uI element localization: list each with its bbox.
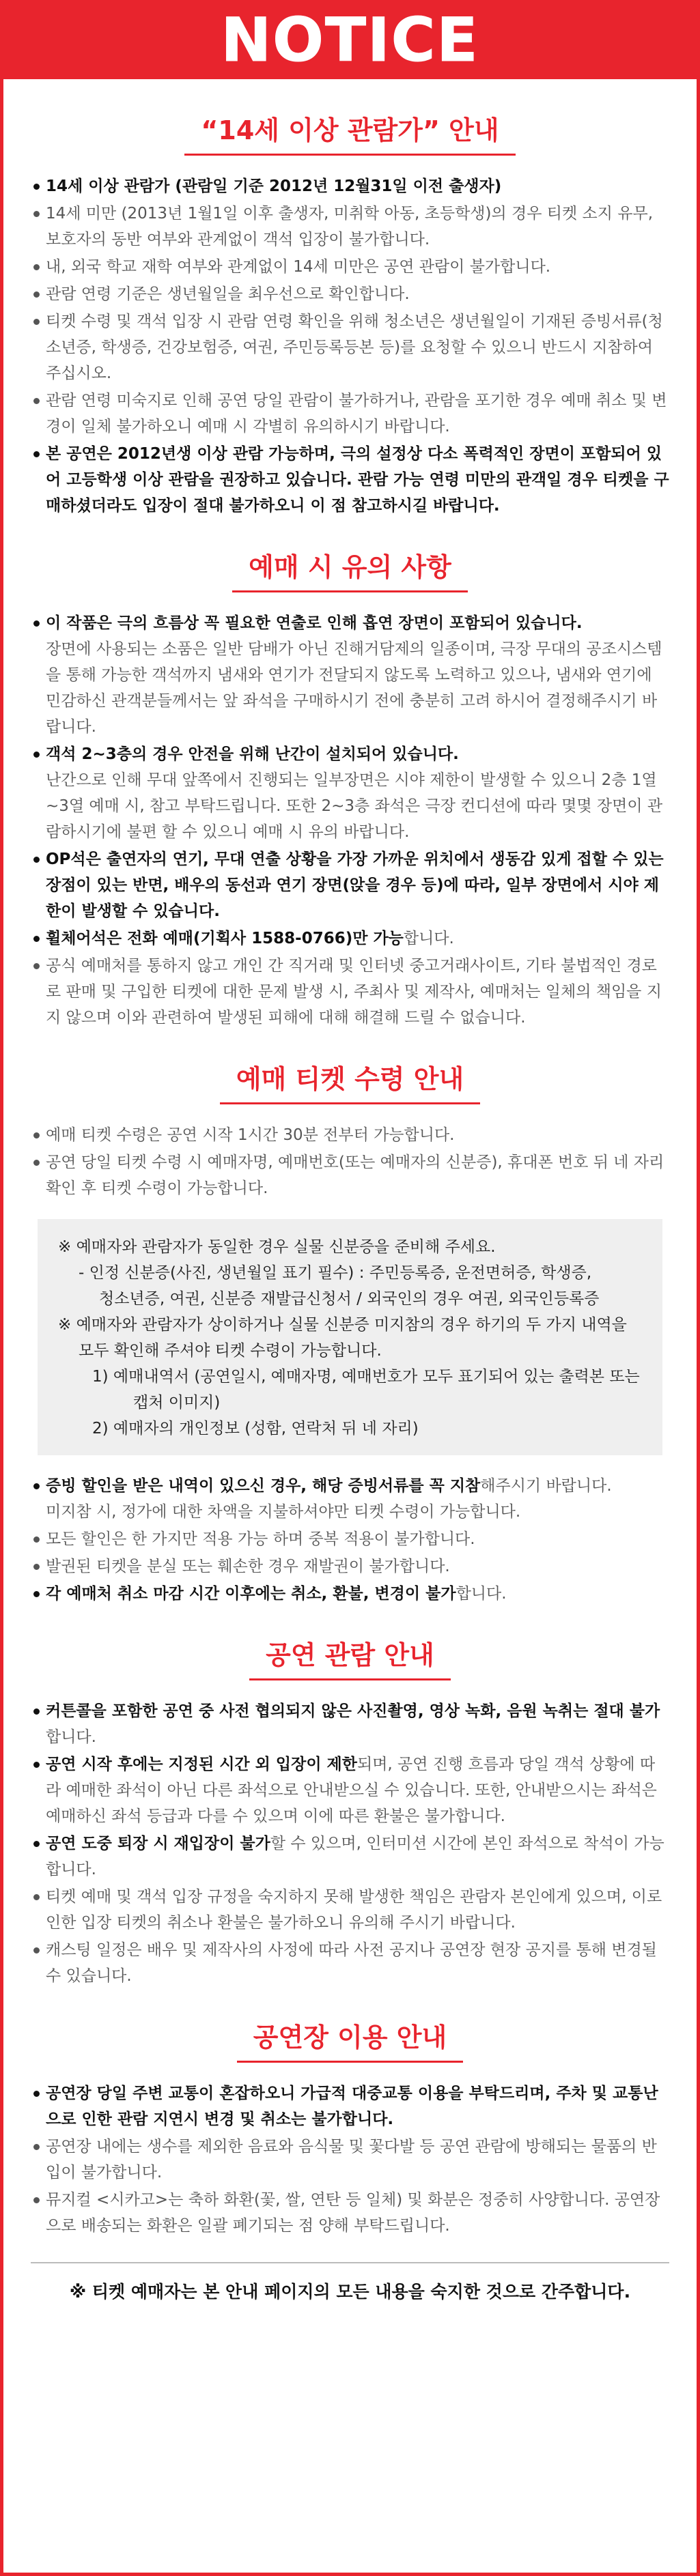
list-item: 공연장 내에는 생수를 제외한 음료와 음식물 및 꽃다발 등 공연 관람에 방해되는 물품의 반입이 불가합니다. xyxy=(31,2134,669,2186)
section-title: 예매 티켓 수령 안내 xyxy=(220,1058,480,1104)
list-item: 커튼콜을 포함한 공연 중 사전 협의되지 않은 사진촬영, 영상 녹화, 음원 녹취는 절대 불가합니다. xyxy=(31,1698,669,1750)
list-item: 내, 외국 학교 재학 여부와 관계없이 14세 미만은 공연 관람이 불가합니다. xyxy=(31,254,669,280)
list-item: 14세 이상 관람가 (관람일 기준 2012년 12월31일 이전 출생자) xyxy=(31,173,669,199)
section-age-rating xyxy=(3,109,697,519)
notice-banner xyxy=(3,0,697,79)
list-item: 뮤지컬 <시카고>는 축하 화환(꽃, 쌀, 연탄 등 일체) 및 화분은 정중히 사양합니다. 공연장으로 배송되는 화환은 일괄 폐기되는 점 양해 부탁드립니다. xyxy=(31,2187,669,2239)
section-title: 공연장 이용 안내 xyxy=(237,2016,463,2063)
list-item: 공연 시작 후에는 지정된 시간 외 입장이 제한되며, 공연 진행 흐름과 당일 객석 상황에 따라 예매한 좌석이 아닌 다른 좌석으로 안내받으실 수 있습니다. 또한, 안내받으시는 좌석은 예매하신 좌석 등급과 다를 수 있으며 이에 따른 환불은 불가합니다. xyxy=(31,1751,669,1829)
page-title: NOTICE xyxy=(221,4,479,75)
list-item: 공연장 당일 주변 교통이 혼잡하오니 가급적 대중교통 이용을 부탁드리며, 주차 및 교통난으로 인한 관람 지연시 변경 및 취소는 불가합니다. xyxy=(31,2080,669,2132)
list-item: 캐스팅 일정은 배우 및 제작사의 사정에 따라 사전 공지나 공연장 현장 공지를 통해 변경될 수 있습니다. xyxy=(31,1937,669,1989)
list-item: 휠체어석은 전화 예매(기획사 1588-0766)만 가능합니다. xyxy=(31,926,669,951)
list-item: 발권된 티켓을 분실 또는 훼손한 경우 재발권이 불가합니다. xyxy=(31,1554,669,1579)
section-title: 예매 시 유의 사항 xyxy=(232,546,468,592)
section-title: “14세 이상 관람가” 안내 xyxy=(184,109,515,156)
list-item: 관람 연령 기준은 생년월일을 최우선으로 확인합니다. xyxy=(31,281,669,307)
list-item: OP석은 출연자의 연기, 무대 연출 상황을 가장 가까운 위치에서 생동감 있게 접할 수 있는 장점이 있는 반면, 배우의 동선과 연기 장면(앉을 경우 등)에 따라, 일부 장면에서 시야 제한이 발생할 수 있습니다. xyxy=(31,846,669,924)
list-item: 모든 할인은 한 가지만 적용 가능 하며 중복 적용이 불가합니다. xyxy=(31,1526,669,1552)
section-ticket-pickup xyxy=(3,1058,697,1607)
section-viewing-guide xyxy=(3,1634,697,1989)
list-item: 티켓 수령 및 객석 입장 시 관람 연령 확인을 위해 청소년은 생년월일이 기재된 증빙서류(청소년증, 학생증, 건강보험증, 여권, 주민등록등본 등)를 요청할 수 있으니 반드시 지참하여 주십시오. xyxy=(31,309,669,386)
list-item: 티켓 예매 및 객석 입장 규정을 숙지하지 못해 발생한 책임은 관람자 본인에게 있으며, 이로 인한 입장 티켓의 취소나 환불은 불가하오니 유의해 주시기 바랍니다. xyxy=(31,1884,669,1936)
list-item: 관람 연령 미숙지로 인해 공연 당일 관람이 불가하거나, 관람을 포기한 경우 예매 취소 및 변경이 일체 불가하오니 예매 시 각별히 유의하시기 바랍니다. xyxy=(31,388,669,440)
list-item: 공연 당일 티켓 수령 시 예매자명, 예매번호(또는 예매자의 신분증), 휴대폰 번호 뒤 네 자리 확인 후 티켓 수령이 가능합니다. xyxy=(31,1149,669,1201)
list-item: 각 예매처 취소 마감 시간 이후에는 취소, 환불, 변경이 불가합니다. xyxy=(31,1581,669,1607)
list-item: 14세 미만 (2013년 1월1일 이후 출생자, 미취학 아동, 초등학생)의 경우 티켓 소지 유무, 보호자의 동반 여부와 관계없이 객석 입장이 불가합니다. xyxy=(31,201,669,253)
section-booking-notes xyxy=(3,546,697,1031)
list-item: 객석 2~3층의 경우 안전을 위해 난간이 설치되어 있습니다. 난간으로 인해 무대 앞쪽에서 진행되는 일부장면은 시야 제한이 발생할 수 있으니 2층 1열~3열 예매 시, 참고 부탁드립니다. 또한 2~3층 좌석은 극장 컨디션에 따라 몇몇 장면이 관람하시기에 불편 할 수 있으니 예매 시 유의 바랍니다. xyxy=(31,741,669,845)
list-item: 예매 티켓 수령은 공연 시작 1시간 30분 전부터 가능합니다. xyxy=(31,1122,669,1148)
section-venue-guide xyxy=(3,2016,697,2239)
id-requirements-box: ※ 예매자와 관람자가 동일한 경우 실물 신분증을 준비해 주세요. - 인정 신분증(사진, 생년월일 표기 필수) : 주민등록증, 운전면허증, 학생증, 청소년증, 여권, 신분증 재발급신청서 / 외국인의 경우 여권, 외국인등록증 ※ 예매자와 관람자가 상이하거나 실물 신분증 미지참의 경우 하기의 두 가지 내역을 모두 확인해 주셔야 티켓 수령이 가능합니다. 1) 예매내역서 (공연일시, 예매자명, 예매번호가 모두 표기되어 있는 출력본 또는 캡처 이미지) 2) 예매자의 개인정보 (성함, 연락처 뒤 네 자리) xyxy=(38,1219,662,1455)
list-item: 공식 예매처를 통하지 않고 개인 간 직거래 및 인터넷 중고거래사이트, 기타 불법적인 경로로 판매 및 구입한 티켓에 대한 문제 발생 시, 주최사 및 제작사, 예매처는 일체의 책임을 지지 않으며 이와 관련하여 발생된 피해에 대해 해결해 드릴 수 없습니다. xyxy=(31,953,669,1031)
footer-note: ※ 티켓 예매자는 본 안내 페이지의 모든 내용을 숙지한 것으로 간주합니다. xyxy=(69,2282,631,2302)
list-item: 이 작품은 극의 흐름상 꼭 필요한 연출로 인해 흡연 장면이 포함되어 있습니다. 장면에 사용되는 소품은 일반 담배가 아닌 진해거담제의 일종이며, 극장 무대의 공조시스템을 통해 가능한 객석까지 냄새와 연기가 전달되지 않도록 노력하고 있으나, 냄새와 연기에 민감하신 관객분들께서는 앞 좌석을 구매하시기 전에 충분히 고려 하시어 결정해주시기 바랍니다. xyxy=(31,610,669,740)
list-item: 증빙 할인을 받은 내역이 있으신 경우, 해당 증빙서류를 꼭 지참해주시기 바랍니다. 미지참 시, 정가에 대한 차액을 지불하셔야만 티켓 수령이 가능합니다. xyxy=(31,1473,669,1525)
section-title: 공연 관람 안내 xyxy=(249,1634,451,1680)
list-item: 공연 도중 퇴장 시 재입장이 불가할 수 있으며, 인터미션 시간에 본인 좌석으로 착석이 가능합니다. xyxy=(31,1831,669,1883)
list-item: 본 공연은 2012년생 이상 관람 가능하며, 극의 설정상 다소 폭력적인 장면이 포함되어 있어 고등학생 이상 관람을 권장하고 있습니다. 관람 가능 연령 미만의 관객일 경우 티켓을 구매하셨더라도 입장이 절대 불가하오니 이 점 참고하시길 바랍니다. xyxy=(31,441,669,519)
